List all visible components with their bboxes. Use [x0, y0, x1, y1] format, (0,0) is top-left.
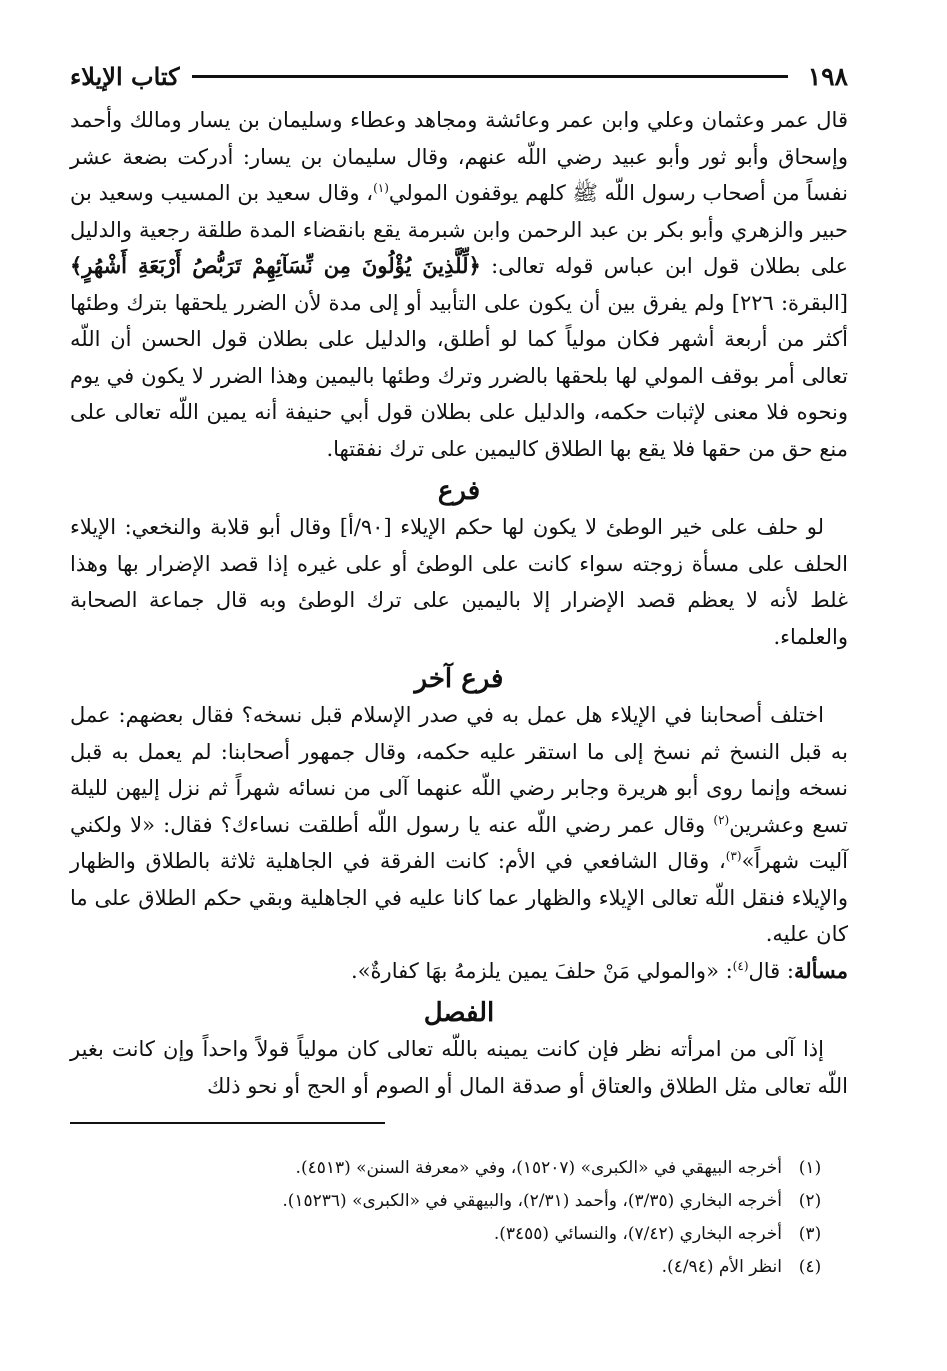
paragraph-1-text-a: قال عمر وعثمان وعلي وابن عمر وعائشة ومجاهد وعطاء وسليمان بن يسار ومالك وأحمد وإسحاق وأبو ثور وأبو عبيد رضي اللّه عنهم، وقال سليمان بن يسار: أدركت بضعة عشر نفساً من أصحاب رسول اللّه ﷺ كلهم يوقفون المولي — [70, 108, 848, 205]
footnote-number: (٢) — [798, 1191, 822, 1211]
book-page — [70, 56, 848, 1356]
footnote-divider — [70, 1122, 385, 1124]
paragraph-1 — [70, 102, 848, 467]
footnote-ref-1: (١) — [373, 181, 389, 195]
footnote-number: (١) — [798, 1158, 822, 1178]
footnote-text: أخرجه البخاري (٣/٣٥)، وأحمد (٢/٣١)، والبيهقي في «الكبرى» (١٥٢٣٦). — [282, 1191, 782, 1211]
footnote-number: (٤) — [798, 1257, 822, 1277]
section-2-text — [70, 697, 848, 953]
section-3-text: إذا آلى من امرأته نظر فإن كانت يمينه باللّه تعالى كان مولياً قولاً واحداً وإن كانت بغير اللّه تعالى مثل الطلاق والعتاق أو صدقة المال أو الصوم أو الحج أو نحو ذلك — [70, 1037, 848, 1098]
page-number: ١٩٨ — [807, 61, 848, 91]
book-title: كتاب الإيلاء — [70, 61, 180, 91]
section-title-fasl: الفصل — [423, 998, 495, 1028]
footnote-item — [70, 1185, 824, 1218]
quran-verse: ﴿لِّلَّذِينَ يُؤْلُونَ مِن نِّسَآئِهِمْ تَرَبُّصُ أَرْبَعَةِ أَشْهُرٍ﴾ — [70, 253, 481, 278]
section-1-text: لو حلف على خير الوطئ لا يكون لها حكم الإيلاء [٩٠/أ] وقال أبو قلابة والنخعي: الإيلاء الحلف على مسأة زوجته سواء كانت على الوطئ أو على غيره إذا قصد الإضرار بها وهذا غلط لأنه لا يعظم قصد الإضرار إلا باليمين على ترك الوطئ وبه قال جماعة الصحابة والعلماء. — [70, 515, 848, 649]
issue-line — [70, 953, 848, 990]
footnote-item — [70, 1218, 824, 1251]
footnote-ref-2: (٢) — [713, 812, 730, 827]
header-rule — [192, 75, 788, 78]
footnote-text: أخرجه البيهقي في «الكبرى» (١٥٢٠٧)، وفي «معرفة السنن» (٤٥١٣). — [295, 1158, 782, 1178]
section-title-far-akhar: فرع آخر — [414, 664, 504, 694]
footnote-ref-3: (٣) — [725, 849, 742, 863]
section-2-text-c: ، وقال الشافعي في الأم: كانت الفرقة في الجاهلية ثلاثة بالطلاق والظهار والإيلاء فنقل اللّه تعالى الإيلاء والظهار عما كانا عليه في الجاهلية وبقي حكم الطلاق على ما كان عليه. — [70, 849, 848, 946]
issue-text-a: : قال — [748, 958, 794, 983]
issue-label: مسألة — [793, 957, 848, 983]
paragraph-1-text-b: ، وقال سعيد بن المسيب وسعيد بن حبير والزهري وأبو بكر بن عبد الرحمن وابن شبرمة يقع بانقضاء المدة طلقة رجعية والدليل على بطلان قول ابن عباس قوله تعالى: — [70, 181, 848, 278]
footnote-item — [70, 1251, 824, 1284]
footnote-text: انظر الأم (٤/٩٤). — [661, 1257, 782, 1277]
main-text — [70, 102, 848, 1104]
paragraph-1-text-c: [البقرة: ٢٢٦] ولم يفرق بين أن يكون على التأبيد أو إلى مدة لأن الضرر يلحقها بترك وطئها أكثر من أربعة أشهر فكان مولياً كما لو أطلق، والدليل على بطلان قول الحسن أن اللّه تعالى أمر بوقف المولي لها بلحقها بالضرر وترك وطئها باليمين وهذا الضرر لا يكون في يوم ونحوه فلا معنى لإثبات حكمه، والدليل على بطلان قول أبي حنيفة أنه يمين اللّه تعالى على منع حق من حقها فلا يقع بها الطلاق كاليمين على ترك نفقتها. — [70, 290, 848, 461]
section-2-text-b: وقال عمر رضي اللّه عنه يا رسول اللّه أطلقت نساءك؟ فقال: «لا ولكني آليت شهراً» — [70, 812, 848, 873]
section-2-text-a: اختلف أصحابنا في الإيلاء هل عمل به في صدر الإسلام قبل نسخه؟ فقال بعضهم: عمل به قبل النسخ ثم نسخ إلى ما استقر عليه حكمه، وقال جمهور أصحابنا: لم يعمل به قبل نسخه وإنما روى أبو هريرة وجابر رضي اللّه عنهما آلى من نسائه شهراً ثم نزل إليهن لليلة تسع وعشرين — [70, 703, 848, 837]
footnote-number: (٣) — [798, 1224, 822, 1244]
footnote-text: أخرجه البخاري (٧/٤٢)، والنسائي (٣٤٥٥). — [493, 1224, 782, 1244]
section-title-far: فرع — [437, 476, 481, 506]
footnote-ref-4: (٤) — [732, 958, 749, 973]
footnotes — [70, 1152, 848, 1284]
page-header — [70, 56, 848, 96]
footnote-item — [70, 1152, 824, 1185]
issue-text-b: : «والمولي مَنْ حلفَ يمين يلزمهُ بهَا كفارةٌ». — [351, 958, 733, 983]
